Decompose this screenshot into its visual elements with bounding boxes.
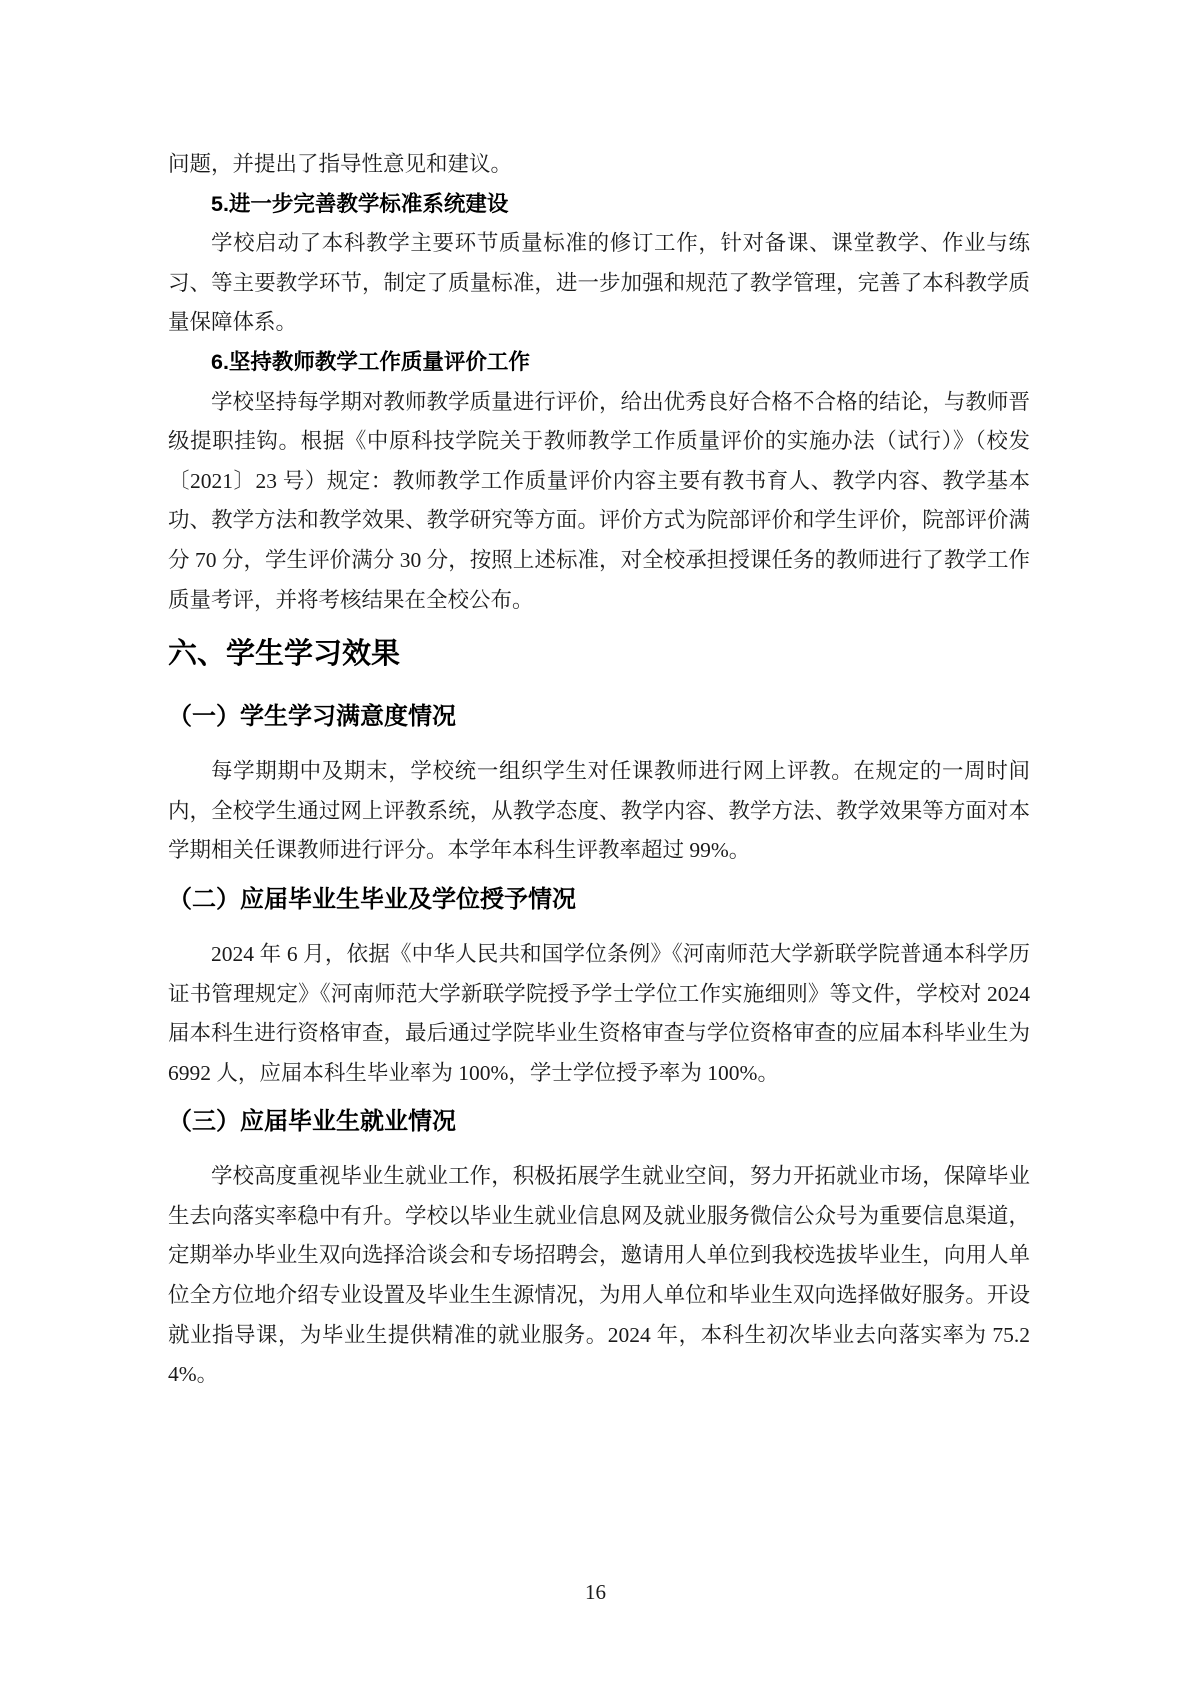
subsection-heading-2: （二）应届毕业生毕业及学位授予情况 [168,885,576,913]
paragraph-continuation: 问题，并提出了指导性意见和建议。 [168,152,513,176]
page-content [168,145,1030,1395]
page-number: 16 [585,1580,606,1604]
subsection-paragraph-2: 2024 年 6 月，依据《中华人民共和国学位条例》《河南师范大学新联学院普通本科学历证书管理规定》《河南师范大学新联学院授予学士学位工作实施细则》等文件，学校对 2024 届本科生进行资格审查，最后通过学院毕业生资格审查与学位资格审查的应届本科毕业生为 6992 人，应届本科生毕业率为 100%，学士学位授予率为 100%。 [168,941,1030,1085]
chapter-heading: 六、学生学习效果 [168,638,401,671]
numbered-heading-6: 6.坚持教师教学工作质量评价工作 [211,349,530,374]
subsection-heading-3: （三）应届毕业生就业情况 [168,1108,456,1136]
subsection-heading-1: （一）学生学习满意度情况 [168,703,456,731]
subsection-paragraph-3: 学校高度重视毕业生就业工作，积极拓展学生就业空间，努力开拓就业市场，保障毕业生去向落实率稳中有升。学校以毕业生就业信息网及就业服务微信公众号为重要信息渠道，定期举办毕业生双向选择洽谈会和专场招聘会，邀请用人单位到我校选拔毕业生，向用人单位全方位地介绍专业设置及毕业生生源情况，为用人单位和毕业生双向选择做好服务。开设就业指导课，为毕业生提供精准的就业服务。2024 年，本科生初次毕业去向落实率为 75.24%。 [168,1164,1030,1387]
paragraph-section-6: 学校坚持每学期对教师教学质量进行评价，给出优秀良好合格不合格的结论，与教师晋级提职挂钩。根据《中原科技学院关于教师教学工作质量评价的实施办法（试行）》（校发〔2021〕23 号）规定：教师教学工作质量评价内容主要有教书育人、教学内容、教学基本功、教学方法和教学效果、教学研究等方面。评价方式为院部评价和学生评价，院部评价满分 70 分，学生评价满分 30 分，按照上述标准，对全校承担授课任务的教师进行了教学工作质量考评，并将考核结果在全校公布。 [168,389,1030,612]
numbered-heading-5: 5.进一步完善教学标准系统建设 [211,191,509,216]
paragraph-section-5: 学校启动了本科教学主要环节质量标准的修订工作，针对备课、课堂教学、作业与练习、等主要教学环节，制定了质量标准，进一步加强和规范了教学管理，完善了本科教学质量保障体系。 [168,231,1030,335]
subsection-paragraph-1: 每学期期中及期末，学校统一组织学生对任课教师进行网上评教。在规定的一周时间内，全校学生通过网上评教系统，从教学态度、教学内容、教学方法、教学效果等方面对本学期相关任课教师进行评分。本学年本科生评教率超过 99%。 [168,759,1030,863]
